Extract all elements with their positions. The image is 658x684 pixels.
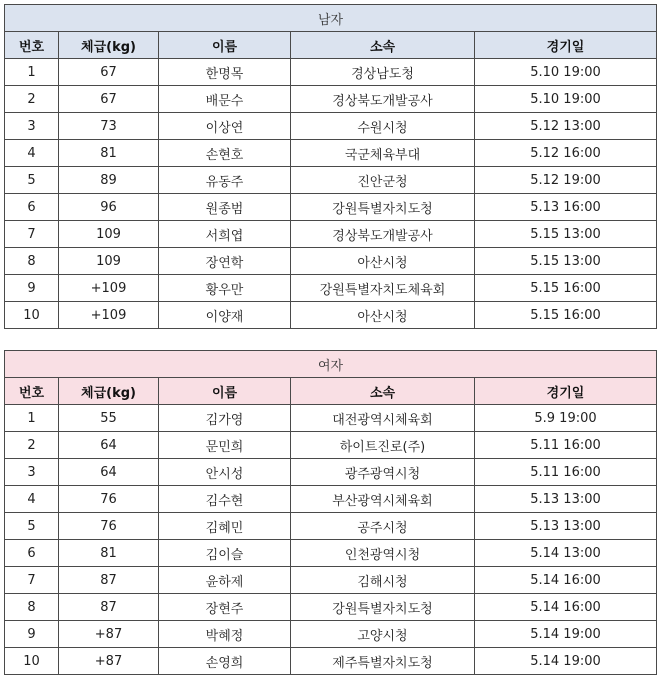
cell-match-date: 5.15 13:00: [475, 221, 657, 248]
column-header-match-date: 경기일: [475, 378, 657, 405]
table-row: [5, 621, 657, 648]
cell-weight-class: +109: [59, 302, 159, 329]
cell-match-date: 5.13 16:00: [475, 194, 657, 221]
men-schedule-table: [4, 4, 657, 329]
cell-name: 문민희: [159, 432, 291, 459]
cell-name: 김혜민: [159, 513, 291, 540]
cell-name: 손현호: [159, 140, 291, 167]
cell-affiliation: 강원특별자치도체육회: [291, 275, 475, 302]
cell-number: 4: [5, 486, 59, 513]
cell-affiliation: 경상북도개발공사: [291, 86, 475, 113]
cell-affiliation: 하이트진로(주): [291, 432, 475, 459]
cell-name: 안시성: [159, 459, 291, 486]
table-title: 여자: [5, 351, 657, 378]
cell-weight-class: +87: [59, 648, 159, 675]
cell-name: 박혜정: [159, 621, 291, 648]
cell-weight-class: 64: [59, 459, 159, 486]
cell-number: 5: [5, 167, 59, 194]
table-title: 남자: [5, 5, 657, 32]
cell-name: 김수현: [159, 486, 291, 513]
cell-weight-class: 55: [59, 405, 159, 432]
table-row: [5, 540, 657, 567]
cell-weight-class: 109: [59, 221, 159, 248]
cell-weight-class: 64: [59, 432, 159, 459]
table-body: [5, 59, 657, 329]
cell-weight-class: 109: [59, 248, 159, 275]
column-header-affiliation: 소속: [291, 378, 475, 405]
cell-name: 김가영: [159, 405, 291, 432]
cell-affiliation: 강원특별자치도청: [291, 194, 475, 221]
cell-number: 6: [5, 540, 59, 567]
cell-number: 8: [5, 248, 59, 275]
cell-number: 5: [5, 513, 59, 540]
cell-name: 이상연: [159, 113, 291, 140]
cell-weight-class: 87: [59, 594, 159, 621]
cell-name: 손영희: [159, 648, 291, 675]
cell-match-date: 5.14 19:00: [475, 648, 657, 675]
cell-name: 한명목: [159, 59, 291, 86]
cell-weight-class: 67: [59, 86, 159, 113]
table-row: [5, 648, 657, 675]
cell-affiliation: 경상남도청: [291, 59, 475, 86]
cell-weight-class: +109: [59, 275, 159, 302]
cell-number: 9: [5, 275, 59, 302]
cell-affiliation: 고양시청: [291, 621, 475, 648]
cell-number: 1: [5, 59, 59, 86]
cell-match-date: 5.14 16:00: [475, 567, 657, 594]
cell-name: 황우만: [159, 275, 291, 302]
table-row: [5, 594, 657, 621]
cell-number: 2: [5, 86, 59, 113]
table-row: [5, 486, 657, 513]
cell-affiliation: 국군체육부대: [291, 140, 475, 167]
cell-weight-class: +87: [59, 621, 159, 648]
cell-number: 8: [5, 594, 59, 621]
cell-match-date: 5.12 19:00: [475, 167, 657, 194]
cell-affiliation: 대전광역시체육회: [291, 405, 475, 432]
table-row: [5, 405, 657, 432]
cell-affiliation: 제주특별자치도청: [291, 648, 475, 675]
cell-name: 서희엽: [159, 221, 291, 248]
cell-name: 김이슬: [159, 540, 291, 567]
cell-match-date: 5.10 19:00: [475, 59, 657, 86]
cell-affiliation: 광주광역시청: [291, 459, 475, 486]
cell-weight-class: 96: [59, 194, 159, 221]
cell-match-date: 5.14 19:00: [475, 621, 657, 648]
column-header-number: 번호: [5, 378, 59, 405]
cell-weight-class: 81: [59, 140, 159, 167]
cell-name: 이양재: [159, 302, 291, 329]
table-row: [5, 86, 657, 113]
cell-weight-class: 76: [59, 486, 159, 513]
table-row: [5, 513, 657, 540]
cell-number: 7: [5, 221, 59, 248]
cell-affiliation: 강원특별자치도청: [291, 594, 475, 621]
table-row: [5, 140, 657, 167]
cell-match-date: 5.11 16:00: [475, 432, 657, 459]
cell-name: 배문수: [159, 86, 291, 113]
cell-affiliation: 아산시청: [291, 248, 475, 275]
cell-match-date: 5.12 16:00: [475, 140, 657, 167]
cell-number: 3: [5, 113, 59, 140]
cell-number: 10: [5, 648, 59, 675]
cell-match-date: 5.9 19:00: [475, 405, 657, 432]
cell-match-date: 5.12 13:00: [475, 113, 657, 140]
women-schedule-table: [4, 350, 657, 675]
table-row: [5, 248, 657, 275]
column-header-name: 이름: [159, 32, 291, 59]
cell-match-date: 5.15 16:00: [475, 275, 657, 302]
cell-match-date: 5.13 13:00: [475, 513, 657, 540]
table-row: [5, 194, 657, 221]
column-header-number: 번호: [5, 32, 59, 59]
cell-name: 윤하제: [159, 567, 291, 594]
column-header-affiliation: 소속: [291, 32, 475, 59]
cell-number: 7: [5, 567, 59, 594]
cell-affiliation: 김해시청: [291, 567, 475, 594]
table-row: [5, 275, 657, 302]
table-row: [5, 302, 657, 329]
column-header-weight-class: 체급(kg): [59, 32, 159, 59]
cell-name: 유동주: [159, 167, 291, 194]
cell-number: 4: [5, 140, 59, 167]
cell-affiliation: 경상북도개발공사: [291, 221, 475, 248]
cell-match-date: 5.14 13:00: [475, 540, 657, 567]
cell-match-date: 5.14 16:00: [475, 594, 657, 621]
cell-affiliation: 진안군청: [291, 167, 475, 194]
cell-weight-class: 81: [59, 540, 159, 567]
cell-match-date: 5.10 19:00: [475, 86, 657, 113]
cell-match-date: 5.15 16:00: [475, 302, 657, 329]
cell-number: 1: [5, 405, 59, 432]
cell-match-date: 5.13 13:00: [475, 486, 657, 513]
column-header-weight-class: 체급(kg): [59, 378, 159, 405]
cell-number: 10: [5, 302, 59, 329]
cell-number: 2: [5, 432, 59, 459]
cell-name: 장연학: [159, 248, 291, 275]
cell-weight-class: 73: [59, 113, 159, 140]
table-row: [5, 113, 657, 140]
cell-match-date: 5.15 13:00: [475, 248, 657, 275]
table-row: [5, 432, 657, 459]
column-header-match-date: 경기일: [475, 32, 657, 59]
cell-affiliation: 공주시청: [291, 513, 475, 540]
column-header-name: 이름: [159, 378, 291, 405]
table-row: [5, 167, 657, 194]
table-row: [5, 221, 657, 248]
cell-affiliation: 수원시청: [291, 113, 475, 140]
table-row: [5, 59, 657, 86]
cell-affiliation: 아산시청: [291, 302, 475, 329]
cell-weight-class: 89: [59, 167, 159, 194]
cell-affiliation: 인천광역시청: [291, 540, 475, 567]
cell-weight-class: 87: [59, 567, 159, 594]
table-body: [5, 405, 657, 675]
cell-number: 9: [5, 621, 59, 648]
cell-weight-class: 67: [59, 59, 159, 86]
cell-name: 장현주: [159, 594, 291, 621]
cell-name: 원종범: [159, 194, 291, 221]
cell-number: 6: [5, 194, 59, 221]
cell-affiliation: 부산광역시체육회: [291, 486, 475, 513]
table-row: [5, 459, 657, 486]
cell-match-date: 5.11 16:00: [475, 459, 657, 486]
table-row: [5, 567, 657, 594]
cell-number: 3: [5, 459, 59, 486]
cell-weight-class: 76: [59, 513, 159, 540]
